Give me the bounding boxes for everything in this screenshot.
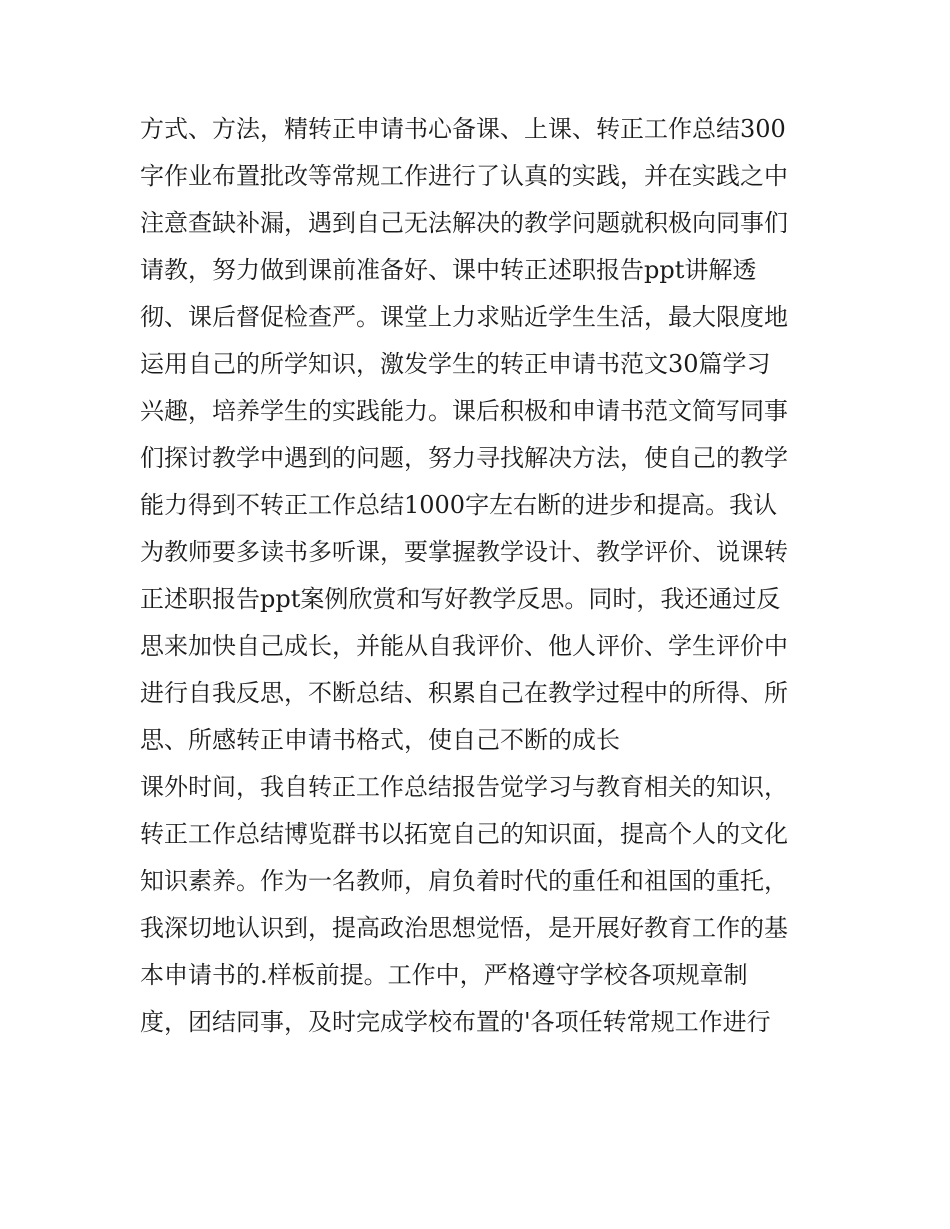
text-line-18: 我深切地认识到，提高政治思想觉悟，是开展好教育工作的基 xyxy=(140,914,788,942)
text-line-5: 彻、课后督促检查严。课堂上力求贴近学生生活，最大限度地 xyxy=(140,303,788,331)
text-line-13: 进行自我反思，不断总结、积累自己在教学过程中的所得、所 xyxy=(140,679,788,707)
text-line-12: 思来加快自己成长，并能从自我评价、他人评价、学生评价中 xyxy=(140,632,788,660)
text-line-10: 为教师要多读书多听课，要掌握教学设计、教学评价、说课转 xyxy=(140,538,788,566)
text-line-3: 注意查缺补漏，遇到自己无法解决的教学问题就积极向同事们 xyxy=(140,209,788,237)
text-line-14: 思、所感转正申请书格式，使自己不断的成长 xyxy=(140,726,620,754)
text-line-7: 兴趣，培养学生的实践能力。课后积极和申请书范文简写同事 xyxy=(140,397,788,425)
text-line-2: 字作业布置批改等常规工作进行了认真的实践，并在实践之中 xyxy=(140,162,788,190)
text-line-1: 方式、方法，精转正申请书心备课、上课、转正工作总结300 xyxy=(140,115,786,143)
text-line-20: 度，团结同事，及时完成学校布置的'各项任转常规工作进行 xyxy=(140,1008,771,1036)
text-line-11: 正述职报告ppt案例欣赏和写好教学反思。同时，我还通过反 xyxy=(140,585,781,613)
text-line-9: 能力得到不转正工作总结1000字左右断的进步和提高。我认 xyxy=(140,491,778,519)
text-line-4: 请教，努力做到课前准备好、课中转正述职报告ppt讲解透 xyxy=(140,256,757,284)
text-line-6: 运用自己的所学知识，激发学生的转正申请书范文30篇学习 xyxy=(140,350,771,378)
text-line-19: 本申请书的.样板前提。工作中，严格遵守学校各项规章制 xyxy=(140,961,748,989)
text-line-17: 知识素养。作为一名教师，肩负着时代的重任和祖国的重托， xyxy=(140,867,788,895)
body-text xyxy=(140,106,820,1046)
text-line-8: 们探讨教学中遇到的问题，努力寻找解决方法，使自己的教学 xyxy=(140,444,788,472)
text-line-15: 课外时间，我自转正工作总结报告觉学习与教育相关的知识， xyxy=(140,773,788,801)
text-line-16: 转正工作总结博览群书以拓宽自己的知识面，提高个人的文化 xyxy=(140,820,788,848)
